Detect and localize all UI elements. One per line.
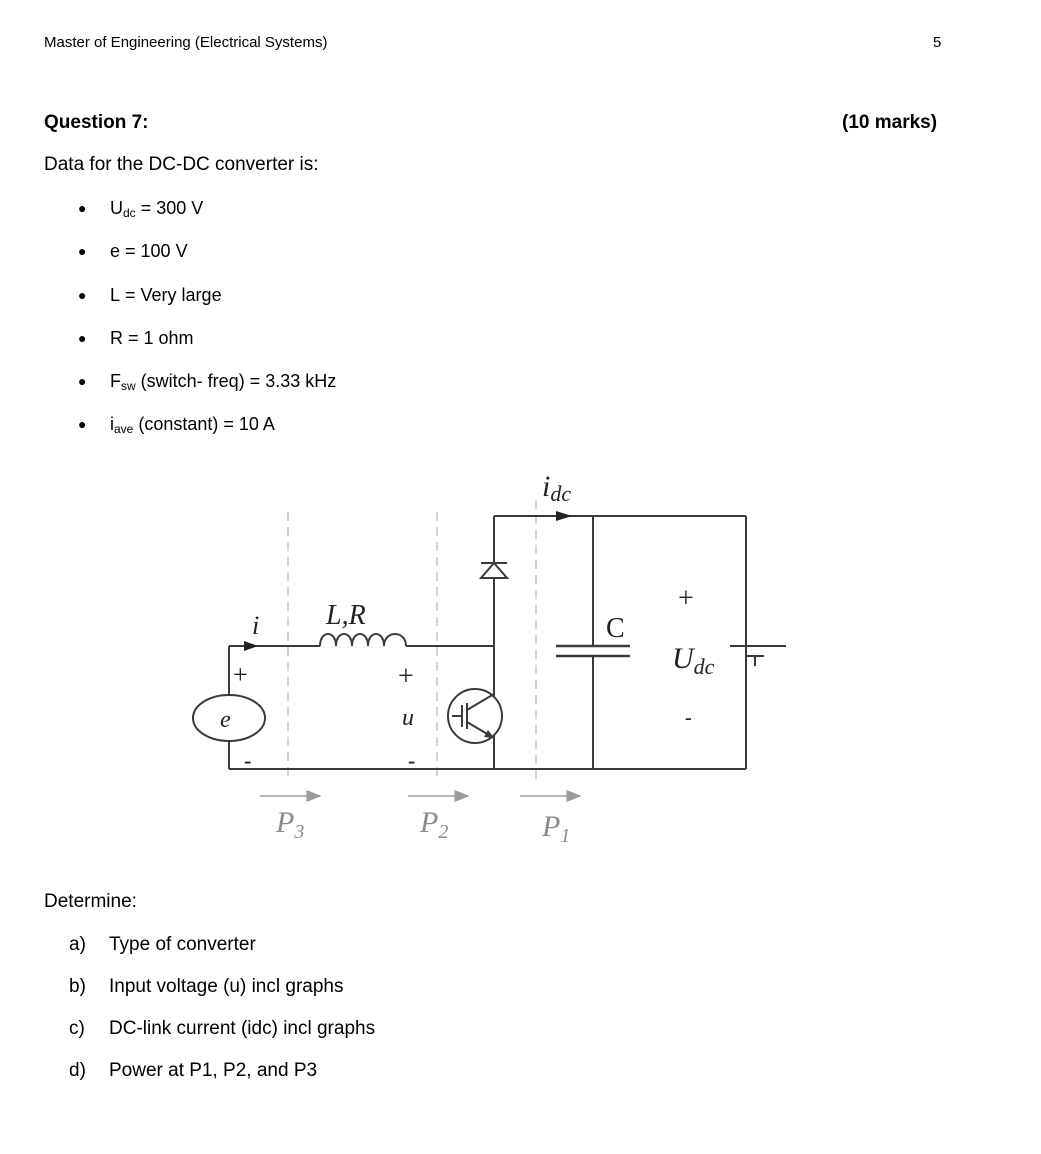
label-source-plus: + (233, 660, 248, 689)
current-idc-arrow-icon (556, 511, 572, 521)
label-source-e: e (220, 707, 231, 733)
label-u: u (402, 705, 414, 731)
inductor-coil-icon (320, 634, 406, 646)
label-capacitor-c: C (606, 613, 625, 644)
label-inductor-lr: L,R (326, 600, 366, 631)
label-u-plus: + (398, 661, 414, 692)
igbt-transistor-icon (448, 689, 502, 743)
label-current-i: i (252, 611, 260, 640)
question-intro: Data for the DC-DC converter is: (44, 154, 319, 175)
label-p3: P3 (276, 806, 305, 843)
label-source-minus: - (244, 748, 252, 773)
determine-title: Determine: (44, 891, 137, 912)
current-i-arrow-icon (244, 641, 258, 651)
label-udc: Udc (672, 642, 715, 679)
bullet-icon: ● (78, 243, 87, 259)
bullet-icon: ● (78, 287, 87, 303)
bullet-icon: ● (78, 416, 87, 432)
label-idc: idc (542, 470, 572, 506)
battery-icon (730, 646, 786, 666)
label-udc-minus: - (685, 707, 692, 729)
diode-icon (481, 563, 507, 578)
label-u-minus: - (408, 748, 416, 773)
bullet-icon: ● (78, 200, 87, 216)
question-title: Question 7: (44, 112, 149, 133)
label-p1: P1 (542, 810, 571, 847)
bullet-icon: ● (78, 330, 87, 346)
capacitor-icon (556, 646, 630, 656)
bullet-icon: ● (78, 373, 87, 389)
course-title: Master of Engineering (Electrical Systems) (44, 34, 328, 51)
question-marks: (10 marks) (842, 112, 938, 133)
label-udc-plus: + (678, 583, 694, 614)
label-p2: P2 (420, 806, 449, 843)
page-number: 5 (933, 34, 942, 51)
dashed-measure-lines (288, 500, 536, 780)
